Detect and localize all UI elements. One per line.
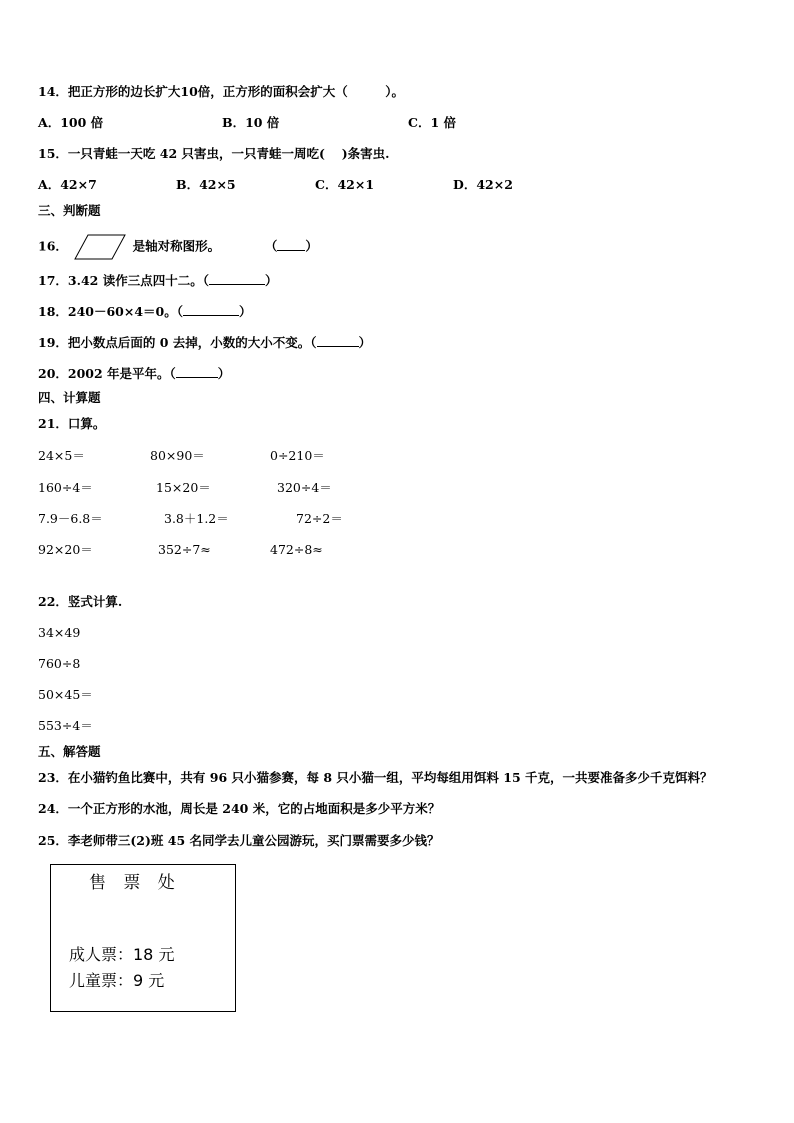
q15-option-d: D．42×2 xyxy=(453,177,513,192)
oral-calc-item: 3.8＋1.2＝ xyxy=(164,511,229,526)
q18-paren-close: ） xyxy=(239,304,252,319)
q14-option-b: B．10 倍 xyxy=(222,115,280,130)
child-ticket-price: 儿童票：9 元 xyxy=(69,971,165,990)
section-heading-calculation: 四、计算题 xyxy=(38,390,101,405)
question-16-number: 16． xyxy=(38,238,68,254)
oral-calc-item: 352÷7≈ xyxy=(158,542,211,557)
oral-calc-item: 24×5＝ xyxy=(38,448,85,463)
oral-calc-item: 160÷4＝ xyxy=(38,480,93,495)
question-14: 14．把正方形的边长扩大10倍，正方形的面积会扩大（ ）。 xyxy=(38,84,405,99)
q17-answer-blank[interactable] xyxy=(209,272,265,285)
q15-option-b: B．42×5 xyxy=(176,177,236,192)
vertical-calc-item: 50×45＝ xyxy=(38,687,93,702)
question-17 xyxy=(38,272,277,289)
q16-paren-open: （ xyxy=(264,238,278,254)
vertical-calc-item: 34×49 xyxy=(38,625,81,640)
question-15: 15．一只青蛙一天吃 42 只害虫，一只青蛙一周吃( )条害虫. xyxy=(38,146,390,161)
ticket-office-box xyxy=(50,864,236,1012)
q20-paren-close: ） xyxy=(217,366,231,381)
question-18 xyxy=(38,303,252,320)
question-20-text: 20．2002 年是平年。（ xyxy=(38,366,176,381)
question-25: 25．李老师带三(2)班 45 名同学去儿童公园游玩，买门票需要多少钱？ xyxy=(38,833,440,848)
q14-option-c: C．1 倍 xyxy=(408,115,456,130)
ticket-office-title: 售 票 处 xyxy=(89,873,181,893)
question-22: 22．竖式计算. xyxy=(38,594,123,609)
vertical-calc-item: 760÷8 xyxy=(38,656,81,671)
oral-calc-item: 7.9－6.8＝ xyxy=(38,511,103,526)
question-19-text: 19．把小数点后面的 0 去掉，小数的大小不变。（ xyxy=(38,335,317,350)
q20-answer-blank[interactable] xyxy=(176,365,218,378)
oral-calc-item: 320÷4＝ xyxy=(277,480,332,495)
q16-paren-close: ） xyxy=(305,238,318,254)
vertical-calc-item: 553÷4＝ xyxy=(38,718,93,733)
question-16-text: 是轴对称图形。 xyxy=(132,238,221,254)
q15-option-c: C．42×1 xyxy=(315,177,375,192)
question-17-text: 17．3.42 读作三点四十二。（ xyxy=(38,273,209,288)
parallelogram-figure xyxy=(74,234,126,260)
adult-ticket-price: 成人票：18 元 xyxy=(69,945,175,964)
question-19 xyxy=(38,334,371,351)
q18-answer-blank[interactable] xyxy=(183,303,239,316)
question-23: 23．在小猫钓鱼比赛中，共有 96 只小猫参赛，每 8 只小猫一组，平均每组用饵料 15 千克，一共要准备多少千克饵料？ xyxy=(38,770,713,785)
q19-paren-close: ） xyxy=(358,335,372,350)
q14-option-a: A．100 倍 xyxy=(38,115,104,130)
q19-answer-blank[interactable] xyxy=(317,334,359,347)
q16-answer-blank[interactable] xyxy=(277,238,305,251)
oral-calc-item: 15×20＝ xyxy=(156,480,211,495)
oral-calc-item: 80×90＝ xyxy=(150,448,205,463)
oral-calc-item: 72÷2＝ xyxy=(296,511,343,526)
oral-calc-item: 92×20＝ xyxy=(38,542,93,557)
question-16 xyxy=(38,234,318,260)
question-20 xyxy=(38,365,230,382)
q15-option-a: A．42×7 xyxy=(38,177,97,192)
q17-paren-close: ） xyxy=(264,273,278,288)
section-heading-judgement: 三、判断题 xyxy=(38,203,101,218)
section-heading-word-problems: 五、解答题 xyxy=(38,744,101,759)
oral-calc-item: 472÷8≈ xyxy=(270,542,323,557)
question-24: 24．一个正方形的水池，周长是 240 米，它的占地面积是多少平方米？ xyxy=(38,801,441,816)
question-21: 21．口算。 xyxy=(38,416,106,431)
oral-calc-item: 0÷210＝ xyxy=(270,448,325,463)
question-18-text: 18．240－60×4＝0。（ xyxy=(38,304,184,319)
